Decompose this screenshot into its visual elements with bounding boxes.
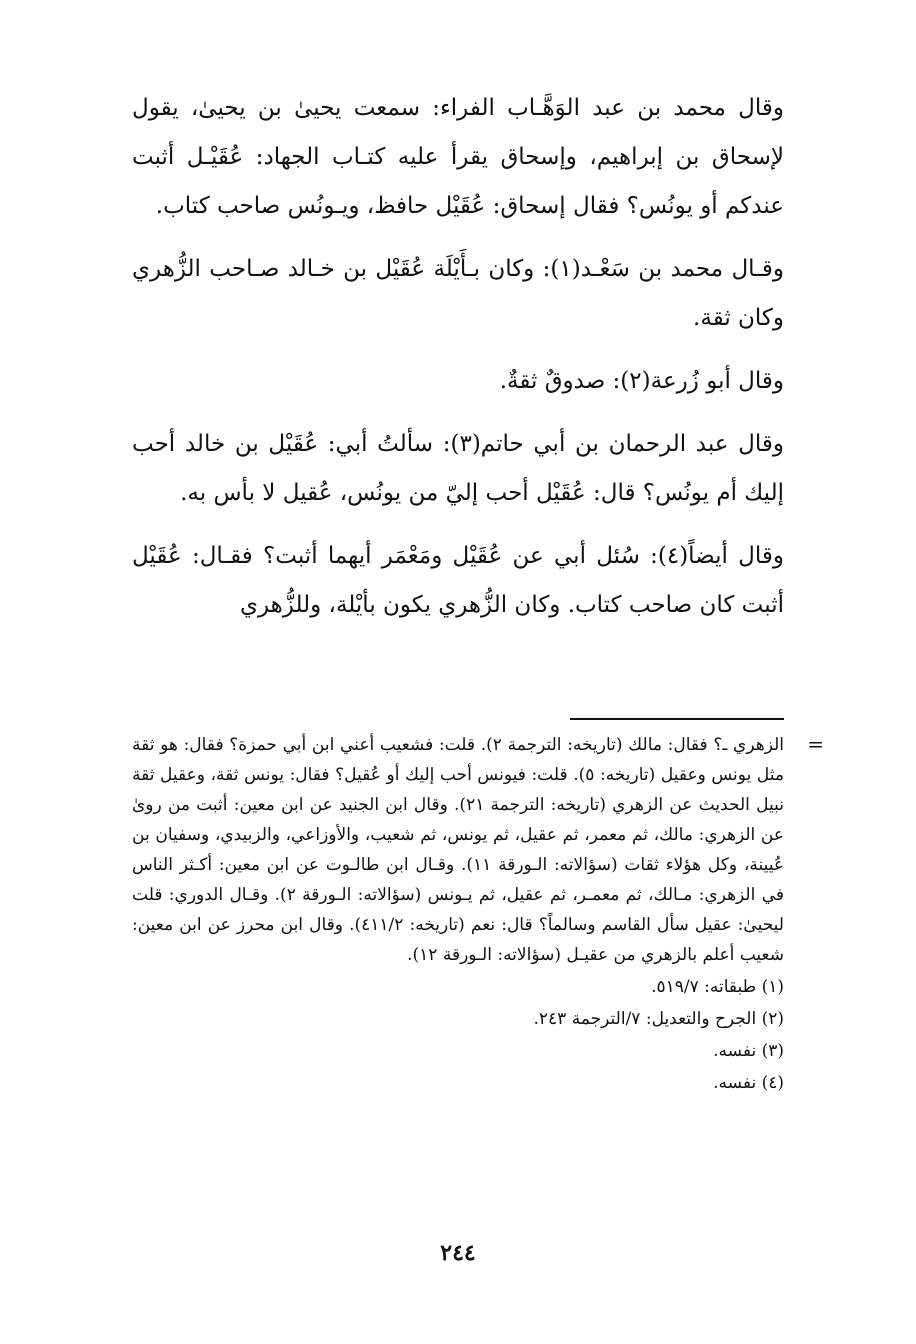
paragraph-2: وقـال محمد بن سَعْـد(١): وكان بـأَيْلَة عُقَيْل بن خـالد صـاحب الزُّهري وكان ثقة. [132, 256, 784, 331]
footnotes [132, 730, 784, 1098]
page-number: ٢٤٤ [440, 1240, 476, 1266]
paragraph-5: وقال أيضاً(٤): سُئل أبي عن عُقَيْل ومَعْمَر أيهما أثبت؟ فقـال: عُقَيْل أثبت كان صاحب كتاب. وكان الزُّهري يكون بأيْلة، وللزُّهري [132, 543, 784, 618]
footnote-4: (٤) نفسه. [713, 1073, 784, 1093]
paragraph-3: وقال أبو زُرعة(٢): صدوقٌ ثقةٌ. [499, 368, 784, 394]
footnote-3: (٣) نفسه. [713, 1041, 784, 1061]
main-text-body [132, 84, 784, 644]
paragraph-1: وقال محمد بن عبد الوَهَّـاب الفراء: سمعت يحيىٰ بن يحيىٰ، يقول لإسحاق بن إبراهيم، وإسحاق يقرأ عليه كتـاب الجهاد: عُقَيْـل أثبت عندكم أو يونُس؟ فقال إسحاق: عُقَيْل حافظ، ويـونُس صاحب كتاب. [132, 95, 784, 219]
paragraph-4: وقال عبد الرحمان بن أبي حاتم(٣): سألتُ أبي: عُقَيْل بن خالد أحب إليك أم يونُس؟ قال: عُقَيْل أحب إليّ من يونُس، عُقيل لا بأس به. [132, 431, 784, 506]
footnote-1: (١) طبقاته: ٥١٩/٧. [651, 977, 784, 997]
footnote-continuation: الزهري ـ؟ فقال: مالك (تاريخه: الترجمة ٢). قلت: فشعيب أعني ابن أبي حمزة؟ فقال: هو ثقة مثل يونس وعقيل (تاريخه: ٥). قلت: فيونس أحب إليك أو عُقيل؟ فقال: يونس ثقة، وعقيل ثقة نبيل الحديث عن الزهري (تاريخه: الترجمة ٢١). وقال ابن الجنيد عن ابن معين: أثبت من روىٰ عن الزهري: مالك، ثم معمر، ثم عقيل، ثم يونس، ثم شعيب، والأوزاعي، والزبيدي، وسفيان بن عُيينة، وكل هؤلاء ثقات (سؤالاته: الـورقة ١١). وقـال ابن طالـوت عن ابن معين: أكـثر الناس في الزهري: مـالك، ثم معمـر، ثم عقيل، ثم يـونس (سؤالاته: الـورقة ٢). وقـال الدوري: قلت ليحيىٰ: عقيل سأل القاسم وسالماً؟ قال: نعم (تاريخه: ٤١١/٢). وقال ابن محرز عن ابن معين: شعيب أعلم بالزهري من عقيـل (سؤالاته: الـورقة ١٢). [132, 735, 784, 965]
footnote-continuation-mark: = [807, 732, 824, 756]
footnote-separator [570, 718, 784, 720]
footnote-2: (٢) الجرح والتعديل: ٧/الترجمة ٢٤٣. [533, 1009, 784, 1029]
